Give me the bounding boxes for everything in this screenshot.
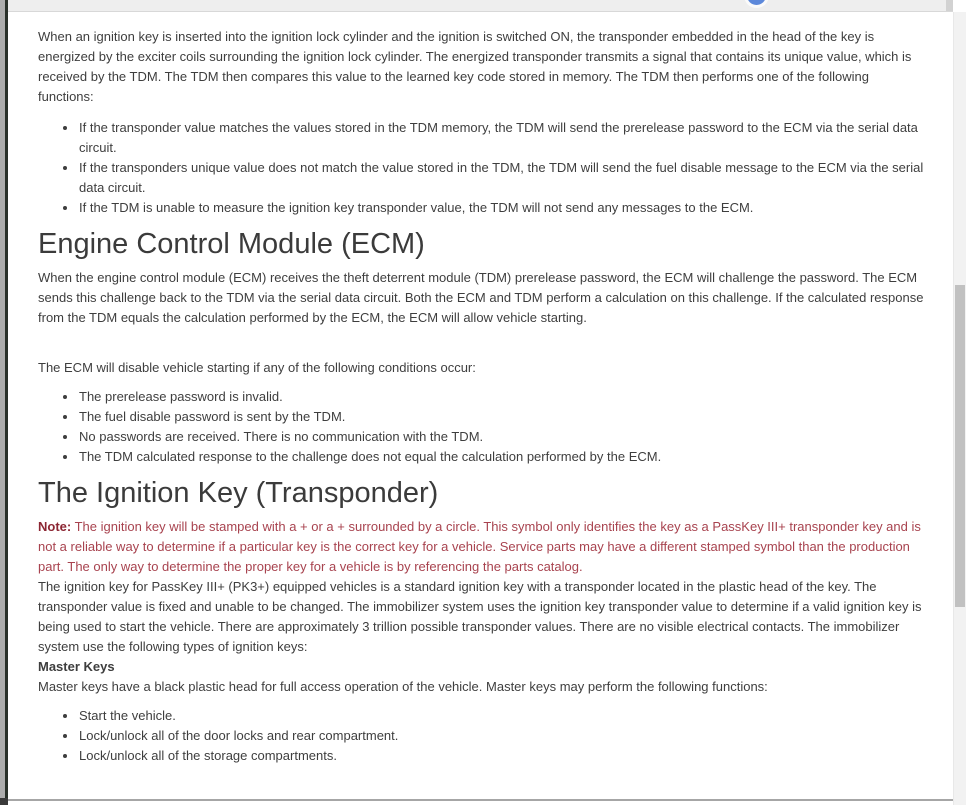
window-bottom-left-corner <box>0 798 8 805</box>
note-text: The ignition key will be stamped with a + or a + surrounded by a circle. This symbol only identifies the key as a PassKey III+ transponder key and is not a reliable way to determine if a particular key is the correct key for a vehicle. Service parts may have a different stamped symbol than the production part. The only way to determine the proper key for a vehicle is by referencing the parts catalog. <box>38 519 921 574</box>
list-item: • The prerelease password is invalid. <box>78 387 927 407</box>
section-heading-ecm: Engine Control Module (ECM) <box>38 228 425 260</box>
master-keys-subheading: Master Keys <box>38 659 115 674</box>
intro-paragraph: When an ignition key is inserted into the ignition lock cylinder and the ignition is switched ON, the transponder embedded in the head of the key is energized by the exciter coils surrounding the ignition lock cylinder. The energized transponder transmits a signal that contains its unique value, which is received by the TDM. The TDM then compares this value to the learned key code stored in memory. The TDM then performs one of the following functions: <box>38 29 912 104</box>
window-left-border <box>5 0 8 805</box>
ecm-disable-conditions-list <box>38 387 927 467</box>
list-item: • The TDM calculated response to the challenge does not equal the calculation performed by the ECM. <box>78 447 927 467</box>
ecm-paragraph: When the engine control module (ECM) receives the theft deterrent module (TDM) prerelease password, the ECM will challenge the password. The ECM sends this challenge back to the TDM via the serial data circuit. Both the ECM and TDM perform a calculation on this challenge. If the calculated response from the TDM equals the calculation performed by the ECM, the ECM will allow vehicle starting. <box>38 270 924 325</box>
vertical-scrollbar-thumb[interactable] <box>955 285 965 607</box>
section-heading-ignition-key: The Ignition Key (Transponder) <box>38 477 439 509</box>
top-toolbar-edge <box>8 0 953 12</box>
ignition-key-paragraph: The ignition key for PassKey III+ (PK3+) equipped vehicles is a standard ignition key with a transponder located in the plastic head of the key. The transponder value is fixed and unable to be changed. The immobilizer system uses the ignition key transponder value to determine if a valid ignition key is being used to start the vehicle. There are approximately 3 trillion possible transponder values. There are no visible electrical contacts. The immobilizer system use the following types of ignition keys: <box>38 579 922 654</box>
toolbar-button-partial-icon[interactable] <box>747 0 766 5</box>
list-item: • If the transponder value matches the values stored in the TDM memory, the TDM will send the prerelease password to the ECM via the serial data circuit. <box>78 118 927 158</box>
window-bottom-edge <box>0 799 953 801</box>
transponder-function-list <box>38 118 927 218</box>
list-item: • If the transponders unique value does not match the value stored in the TDM, the TDM will send the fuel disable message to the ECM via the serial data circuit. <box>78 158 927 198</box>
master-keys-list <box>38 706 927 766</box>
document-content <box>8 12 953 805</box>
list-item: • Lock/unlock all of the door locks and rear compartment. <box>78 726 927 746</box>
note-paragraph <box>38 517 927 577</box>
master-keys-paragraph: Master keys have a black plastic head for full access operation of the vehicle. Master keys may perform the following functions: <box>38 679 768 694</box>
list-item: • Lock/unlock all of the storage compartments. <box>78 746 927 766</box>
note-label: Note: <box>38 519 72 534</box>
list-item: • Start the vehicle. <box>78 706 927 726</box>
ecm-disable-paragraph: The ECM will disable vehicle starting if any of the following conditions occur: <box>38 360 476 375</box>
list-item: • No passwords are received. There is no communication with the TDM. <box>78 427 927 447</box>
list-item: • If the TDM is unable to measure the ignition key transponder value, the TDM will not send any messages to the ECM. <box>78 198 927 218</box>
toolbar-right-cap <box>946 0 953 11</box>
list-item: • The fuel disable password is sent by the TDM. <box>78 407 927 427</box>
